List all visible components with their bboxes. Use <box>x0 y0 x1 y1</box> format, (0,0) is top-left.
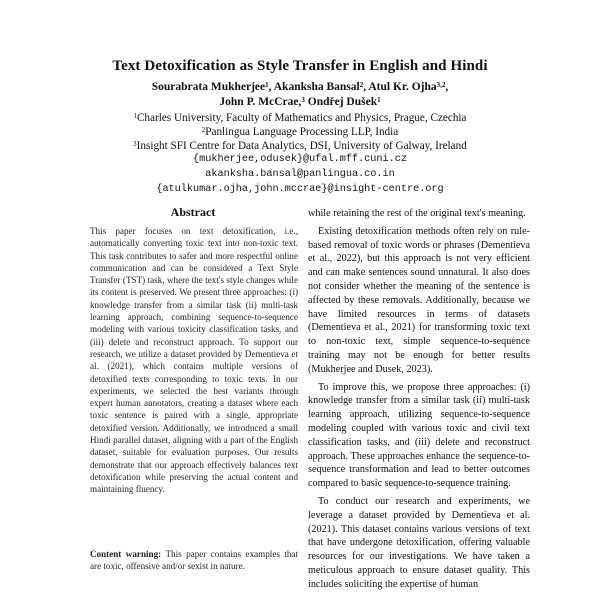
affiliation-mark: 2 <box>201 126 206 134</box>
abstract-body: This paper focuses on text detoxification, i.e., automatically converting toxic text into non-toxic text. This task contributes to safer and more respectful online communication and can be considered a Text Style Transfer (TST) task, where the text's style changes while its content is preserved. We present three approaches: (i) knowledge transfer from a similar task (ii) multi-task learning approach, combining sequence-to-sequence modeling with various toxicity classification tasks, and (iii) delete and reconstruct approach. To support our research, we utilize a dataset provided by Dementieva et al. (2021), which contains multiple versions of detoxified texts corresponding to toxic texts. In our experiments, we selected the best variants through expert human annotators, creating a dataset where each toxic sentence is paired with a single, appropriate detoxified version. Additionally, we introduced a small Hindi parallel dataset, aligning with a part of the English dataset, suitable for evaluation purposes. Our results demonstrate that our approach effectively balances text detoxification while preserving the actual content and maintaining fluency. <box>90 226 298 495</box>
affiliation <box>0 111 600 125</box>
affiliation-text: Insight SFI Centre for Data Analytics, DSI, University of Galway, Ireland <box>136 140 467 152</box>
author-name: Ondřej Dušek <box>304 96 378 108</box>
content-warning-text: This paper contains examples that are toxic, offensive and/or sexist in nature. <box>90 549 298 572</box>
email: akanksha.bansal@panlingua.co.in <box>205 169 395 180</box>
author-name: Sourabrata Mukherjee <box>151 81 266 93</box>
abstract-heading: Abstract <box>170 205 216 219</box>
email: {atulkumar.ojha,john.mccrae}@insight-centre.org <box>156 184 444 195</box>
affiliation-mark: 3 <box>133 140 137 148</box>
body-column-right <box>308 207 530 596</box>
affiliation-mark: 1 <box>133 112 137 120</box>
affiliation <box>0 139 600 153</box>
content-warning <box>90 548 298 573</box>
paper-title: Text Detoxification as Style Transfer in English and Hindi <box>112 58 488 74</box>
author-affil-mark: 2 <box>359 81 364 89</box>
author-list <box>0 80 600 110</box>
email-list <box>0 152 600 197</box>
author-name: John P. McCrae, <box>219 96 302 108</box>
affiliation-text: Charles University, Faculty of Mathematics and Physics, Prague, Czechia <box>136 112 467 124</box>
affiliation-list <box>0 111 600 153</box>
author-affil-mark: 3 <box>301 96 305 104</box>
author-affil-mark: 1 <box>377 96 381 104</box>
body-paragraph: To improve this, we propose three approaches: (i) knowledge transfer from a similar task (ii) multi-task learning approach, utilizing sequence-to-sequence modeling coupled with various toxic and civil text classification tasks, and (iii) delete and reconstruct approach. These approaches enhance the sequence-to-sequence transformation and lead to better outcomes compared to basic sequence-to-sequence training. <box>308 381 530 490</box>
author-name: , Atul Kr. Ojha <box>363 81 437 93</box>
body-paragraph: while retaining the rest of the original text's meaning. <box>308 208 526 219</box>
content-warning-label: Content warning: <box>90 549 162 559</box>
author-name: , Akanksha Bansal <box>268 81 360 93</box>
body-paragraph: Existing detoxification methods often rely on rule-based removal of toxic words or phrases (Dementieva et al., 2022), but this approach is not very efficient and can make sentences sound unnatural. It also does not consider whether the meaning of the sentence is affected by these removals. Additionally, because we have limited resources in terms of datasets (Dementieva et al., 2021) for transforming toxic text to non-toxic text, simple sequence-to-sequence training may not be enough for better results (Mukherjee and Dusek, 2023). <box>308 225 530 375</box>
email: {mukherjee,odusek}@ufal.mff.cuni.cz <box>193 154 407 165</box>
author-affil-mark: 1 <box>265 81 269 89</box>
affiliation-text: Panlingua Language Processing LLP, India <box>205 126 399 138</box>
author-separator: , <box>445 81 449 93</box>
author-affil-mark: 3,2 <box>436 81 446 89</box>
author-line-2 <box>0 95 600 110</box>
affiliation <box>0 125 600 139</box>
body-paragraph: To conduct our research and experiments, we leverage a dataset provided by Dementieva et al. (2021). This dataset contains various versions of text that have undergone detoxification, offering valuable resources for our investigations. We have taken a meticulous approach to ensure dataset quality. This includes soliciting the expertise of human <box>308 495 530 590</box>
author-line-1 <box>0 80 600 95</box>
